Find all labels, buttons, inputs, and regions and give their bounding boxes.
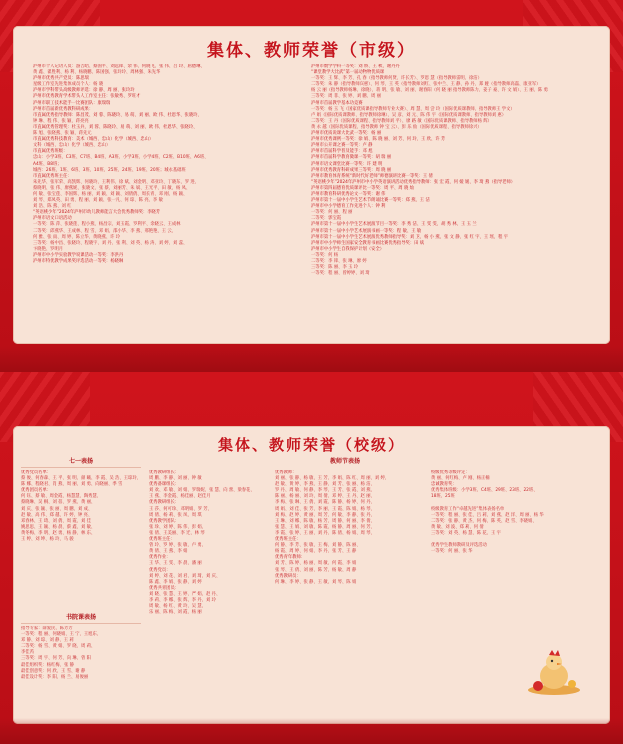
honor-line: 王 莎、何可珍、邓明娟、罗 芳、: [149, 506, 212, 512]
honor-line: 泸州市第四届德育优质课评比一等奖：周 平、周 晓 灿: [311, 185, 414, 191]
honor-line: 何 敏、张宝莲、李国辉、杨 丽、刘 颖、刘 颖、刘倩倩、周长青、邓 刚、杨 颖、: [33, 191, 188, 197]
honor-line: 黄冬梅、李 明、赵 勇、杨 静、林 东、: [21, 530, 96, 536]
school-honors-title: 集体、教师荣誉（校级）: [217, 436, 405, 454]
honor-line: 最佳设计奖：李 阳、杨 兰、易俊丽: [21, 674, 89, 680]
honor-line: 二等奖：杨 雪、黄 娟、罗 晓、周 莉、: [21, 644, 96, 650]
honor-line: 蔡晓琳、吴 桐、刘 蓓、罗 燕、黄 丽、: [21, 500, 96, 506]
honor-line: 优秀学生教师教研及评选活动: [431, 543, 487, 549]
honor-line: 优秀教研员：: [275, 573, 301, 579]
honor-line: 指导专家：薛爱民、陈芳芳: [21, 626, 73, 631]
honor-line: 黄 永 越（国际优质课程、指导教师 钟 宝 云）、彭 乐 仙（国际优质课程、指导教师徐兴）: [311, 124, 482, 130]
honor-line: 泸州市首届科学教育微课一等奖：胡 瑞 丽: [311, 155, 392, 161]
honor-line: 周 敏、杨 红、黄 玲、吴 慧、: [149, 604, 207, 610]
honor-line: 杨 霞、周 婷、何 娟、李 丹、张 芳、王 静: [275, 549, 357, 555]
honor-line: 张 慧、王 娟、刘 敏、陈 霞、杨 静、周 丽、何 芳、: [275, 524, 375, 530]
honor-line: 一等奖：程 丽、曾婷婷、刘 琦: [311, 271, 370, 277]
honor-line: 赵 敏、高 伟、郑 越、许 婷、钟 亮、: [21, 512, 93, 518]
honor-line: 陈 丽、杨 丽、刘 玲、周 倩、邓 婷、王 丹、赵 丽、: [275, 494, 375, 500]
honor-line: 朱先华、张军荣、高凯辉、何晓玲、王利伟、徐 斌、刘金明、邓亚玲、丁晓东、罗 进、: [33, 179, 200, 185]
honor-line: 刘 丽、张 静、杨 敏、王 芳、李 娟、陈 红、周 丽、刘 婷、: [275, 476, 390, 482]
honor-line: 泸州市中小学师生国家安全教育书画比赛优秀指导奖：田 斌: [311, 240, 425, 246]
honor-line: 刘 琴、郑凤英、田 勇、程 丽、刘 颖、张一凡、何 琼、陈 亮、李 敏: [33, 198, 163, 204]
honor-line: 泸州市首届科学普及能手：邓 旭: [311, 149, 373, 155]
honor-line: 泸州市教育科研优秀论文一等奖：谢 伟: [311, 191, 386, 197]
honor-line: 泸州市个人记功人员：游吉昭、蔡国平、刘远锋、余 伟、何晓飞、张 伟、吕 玲、屈德琳、: [33, 64, 205, 69]
honor-line: 一等奖：杨 玉 飞（国家优质课指导教师专业大赛）、周 慧、周 尝 玲（国际优质课教师、指导教师王 学文）: [311, 106, 515, 112]
honor-line: 刘 晓、张 慧、王 婷、严 娟、赵 丹、: [149, 591, 221, 597]
honor-line: 优秀备课组长：: [149, 482, 180, 488]
honor-line: 二等奖：邱燕华、王成林、程 雪、邓 娟、邵小华、李 燕、邢艳艳、王 云、: [33, 228, 176, 234]
honor-line: 刘 浩、陈 燕、刘 红: [33, 204, 72, 210]
honor-line: 二等奖：王 丹（国际优质课程、指导教师刘 平）、廖 路 敏（国际优质课教师、指导教师杨 辉）: [311, 118, 492, 124]
city-honors-title: 集体、教师荣誉（市级）: [207, 41, 416, 61]
bottom-ribbon: [0, 718, 623, 744]
honor-line: 张 珍、刘 婷、陈 伟、彭 娟、: [149, 524, 207, 530]
school-honors-sheet: [13, 426, 610, 724]
honor-line: 杨 云 丽（指导教师杨琳、徐晓）、蒋 明、张 敏、刘 丽、谢春阳（何 晓 丽 指导教师陈力、姜子 豪、许 文 娟）、王 丽、陈 勇: [311, 88, 548, 94]
section-heading-july-first: 七一表扬: [68, 458, 93, 465]
honor-line: 蔡 俊、何春森、王 平、张 明、颜 曦、李 霞、吴 浩、王琼玲、: [21, 476, 141, 482]
honor-line: 二等奖：郭宝霞: [311, 216, 342, 222]
honor-line: 优秀教师：: [275, 470, 297, 475]
city-honors-right-column: [311, 64, 603, 339]
honor-line: 优秀党员：: [149, 567, 171, 573]
honor-line: 优秀教学团队：: [149, 518, 180, 524]
honor-line: 二等奖：李 锋、张 琳、廖 婷: [311, 259, 367, 264]
honor-line: 何 钰、蔡 敏、周金霞、杨慧慧、陶秀慧、: [21, 494, 102, 500]
school-level-honors-panel: [0, 372, 623, 744]
honor-line: 何 琳、李 婷、张 静、王 敏、刘 琴、陈 娟: [275, 579, 357, 585]
honor-line: 泸州市语文口语活动: [33, 216, 72, 222]
honor-line: 泸州市语文课堂比赛一等奖：许 建 明: [311, 161, 383, 167]
honor-line: 黄 倩、王 燕、李 娟: [149, 549, 188, 555]
honor-line: 一等奖：程 丽、何晓娟、王 宁、王旭东、: [21, 632, 102, 638]
honor-line: 泸州市第十一届中小学生艺术节朗诵比赛一等奖：郑 燕、王 洁: [311, 198, 430, 204]
bottom-ribbon: [0, 346, 623, 372]
honor-line: 刘 庆、张 颖、张 丽、周 鹏、刘 成、: [21, 506, 93, 512]
honor-line: 曾 玲、罗 婷、张 敏、卢 勇、: [149, 543, 207, 549]
honor-line: 张 倩、王美丽、李 迁、林 琴: [149, 530, 205, 536]
honor-line: “英语桃少年”2024年泸州市幼儿教师能言大会优秀教师奖：李晓芳: [33, 210, 161, 216]
honor-line: 张 琴、王 倩、刘 丽、陈 芳、杨 敏、周 静: [275, 567, 357, 573]
honor-line: 泸州市学科带头高级教师评选：徐 静、周 丽、张玲玲: [33, 88, 135, 94]
honor-line: 18班、25班: [431, 494, 455, 500]
honor-line: 泸州市教育体育系统“新时代好老师”师德演讲比赛一等奖：王 倩: [311, 173, 433, 179]
honor-line: 陈 鑫、李 娟、张 静、刘 婷: [149, 579, 202, 585]
honor-line: 李 莉、李 娜、张 辉、李 丹、刘 玲: [149, 597, 216, 603]
honor-line: 三等奖：刘 英、杨 慧、陈 花、王 宇: [431, 530, 501, 536]
honor-line: 泸州市第十一届中小学艺术展演书画一等奖：程 敏、王 敏: [311, 228, 422, 234]
section-heading-teachers-day: 教师节表扬: [329, 458, 360, 465]
honor-line: 何 雅、张 雨、周 婷、陈立华、黄晓燕、许 玲: [33, 234, 121, 240]
academy-honors-list: [21, 626, 143, 718]
section-heading-academy: 书院课表扬: [65, 614, 96, 621]
honor-line: 邓 静、刘 琼、刘 静、王 莉: [21, 638, 74, 644]
honor-line: 罗 丹、周 敏、何 静、李 琴、王 芳、张 霞、刘 燕、: [275, 488, 375, 494]
honor-line: 泸州市职工技术能手一比赛团队：康瑞瑞: [33, 100, 111, 106]
honor-line: 陈 娜、程晓君、肖 燕、周 丽、刘 勇、向晓丽、季 雪: [21, 482, 123, 488]
honor-line: 优秀共青团员：: [149, 585, 180, 591]
honor-line: 最佳组织奖：杨红梅、张 静: [21, 662, 74, 668]
honor-line: 市直属优秀科技教育：美术（城西、忠山）化学（城西、忠山）: [33, 137, 154, 143]
honor-line: 泸州市中小学实验教学说课活动一等奖：李洪丹: [33, 252, 124, 258]
honor-line: 优秀班主任：: [275, 537, 301, 543]
honor-line: 泸州市数学学科一等奖：刘 娇、王 秋、谢丹丹: [311, 64, 400, 69]
honor-line: 优秀教研组长：: [149, 470, 180, 475]
honor-line: 周 娟、刘 佳、张 芳、李 丽、王 霞、陈 娟、杨 琴、: [275, 506, 375, 512]
honor-line: 王 琳、刘 娜、陈 敏、杨 芳、周 静、何 丽、李 倩、: [275, 518, 375, 524]
honor-line: 陈 旭、张晓燕、张 颖、蒋先元: [33, 131, 92, 137]
honor-line: 泸州市第十一届中小学生艺术展演优秀教师指导奖：刘 卫、杨 小 燕、张 文 静、张 红 宇、王 瑶、程 宇: [311, 234, 509, 240]
honor-line: 泸州市首届教学基本功竞赛: [311, 100, 363, 106]
honor-line: 蔡晓明、张 伟、廖燕妮、张晓文、张 蔡、刘丽芳、朱 斌、王光平、田 敏、杨 凤、: [33, 185, 191, 191]
honor-line: 优秀党员名单：: [21, 470, 52, 475]
honor-line: 刘 芳、陈 婷、杨 丽、周 敏、何 霞、李 娟: [275, 561, 357, 567]
divider: [21, 467, 141, 468]
honor-line: 文科（城西、忠山）化学（城西、忠山）: [33, 143, 111, 149]
honor-line: A4班、B8班；: [33, 161, 62, 167]
school-honors-column-4: [431, 470, 601, 630]
honor-line: 泸州市首届新优秀教科研成果：: [33, 106, 94, 112]
honor-line: 一等奖：王 辉、李 芳、孔 春（指导教师何贤、许长芳）、罗恩 慧（指导教师雷明、徐洁）: [311, 76, 482, 82]
honor-line: 优秀集体班级：小学3班、C4班、29班、23班、22班、: [431, 488, 538, 494]
honor-line: 校级教育工作“卓越先进”集体表扬名单: [431, 506, 505, 512]
honor-line: 一等奖：何 丽、张 华: [431, 549, 473, 555]
honor-line: 市直属优秀班级：: [33, 149, 68, 155]
divider: [21, 623, 141, 624]
honor-line: 星级工作室先进集体成员个人：杨 晓: [33, 82, 104, 88]
honor-line: 优秀班主任：: [149, 537, 175, 543]
honor-line: 泸州市优质说课大比武一等奖：杨 丽: [311, 131, 382, 137]
honor-line: 一等奖：程 丽、张 佳、吕 莉、刘 燕、赵 洋、周 丽、杨 华: [431, 512, 544, 518]
honor-line: 三等奖：周 宇、何 芳、向 琳、曾 阳: [21, 656, 91, 662]
honor-line: 二等奖：张 静、黄 杰、何 梅、陈 英、赵 雪、李晓娟、: [431, 518, 537, 524]
honor-line: 三等奖：陈 丽、李 玉 玲: [311, 265, 359, 271]
honor-line: 卞晓艳、罗明月: [33, 246, 64, 252]
honor-line: 三等奖：杨中昌、张晓玲、程晓宇、刘 丹、张 利、刘 英、杨 涛、刘 婷、刘 蕊、: [33, 240, 188, 246]
city-honors-sheet: [13, 26, 610, 344]
teachers-day-honors-list: [275, 470, 423, 718]
honor-line: 泸州市特优教学成果奖评选活动一等奖：杨晓琳: [33, 259, 124, 264]
honor-line: 王 燕、李金霞、杨佳丽、赵佳月: [149, 494, 211, 500]
honor-line: 乐 丽、陈 梅、刘 霞、杨 丽: [149, 610, 202, 616]
honor-line: 泸州市优秀教育科研成果三等奖：周 晓 丽: [311, 167, 392, 173]
honor-line: 何 静、李 芳、张 敏、王 梅、刘 静、陈 丽、: [275, 543, 361, 549]
honor-line: 周 倩、杨 莉、张 凤、周 琪: [149, 512, 202, 518]
honor-line: 市直属优秀管理奖：杜玉兵、刘 蓉、陈晓玲、易 萌、刘 丽、欧 伟、杜恩华、张晓玲、: [33, 124, 198, 130]
honor-line: 泸州市优秀课例一等奖：徐 娟、陈 晓 丽、刘 芳、何 玲、王 欣、许 芳: [311, 137, 446, 143]
honor-line: 黄 丽、何红梅、卢 刚、杨正楠: [431, 476, 490, 482]
honor-line: 忠山：小学3班、C3班、C7班、B4班、A3班、小学3班、小学4班、C2班、B10班、A6班、: [33, 155, 209, 161]
honor-line: 王 婷、刘 坤、杨 玲、马 骏: [21, 537, 74, 543]
honor-line: 忠诚教育奖：: [431, 482, 457, 488]
honor-line: 校级优秀等级评定：: [431, 470, 470, 475]
honor-line: 黄 敏、刘 波、郑 莉、何 倩: [431, 524, 484, 530]
honor-line: 优秀教研组长：: [149, 500, 180, 506]
honor-line: “英语桃少年”2024年泸州市中小学英语演讲活动优秀指导教师：张 宏 霞、何 媛 媛、李 琦 燕（指导老师）: [311, 179, 516, 185]
honor-line: 李 梅、张 琳、王 倩、刘 霞、陈 静、杨 婷、何 丹、: [275, 500, 375, 506]
honor-line: 刘 欢、邓 敏、刘 娟、罗瑞妮、张 慧、向 蕾、梁春花、: [149, 488, 255, 494]
honor-line: 赵 敏、黄 婷、李 燕、王 静、刘 芳、张 丽、杨 洁、: [275, 482, 375, 488]
honor-line: 李 霞、张 婷、王 丽、刘 丹、陈 倩、杨 娟、周 琴、: [275, 530, 375, 536]
honor-line: 优秀青年教师：: [275, 555, 306, 561]
honor-line: 泸州市第十一届中小学生艺术展演节目一等奖：李 秀 洁、王 雯 雯、胡 秀 林、王 玉 兰: [311, 222, 477, 228]
honor-line: 市直属优秀班主任：: [33, 173, 72, 179]
honor-line: 黄 鑫、翟胜利、杨 利、杨晓鹏、陈国强、张玲玲、周林强、朱先华: [33, 70, 161, 76]
honor-line: 城西：26班、1班、6班、3班、10班、25班、24班、19班、20班；城永基础班: [33, 167, 186, 173]
honor-line: 泸州市中小学生自我保护计划（安全）: [311, 246, 385, 252]
honor-line: 三等奖：周 菲、张 婷、刘 鹏、周 丽: [311, 94, 381, 100]
honor-line: 一等奖：何 杨: [311, 252, 339, 258]
honor-line: 市直属优秀指导教师：陈昌茂、刘 蓉、陈晓玲、易 萌、刘 丽、欧 伟、杜恩华、张晓玲、: [33, 112, 202, 118]
honor-line: 泸州市优秀共产党员：陈思瑞: [33, 76, 89, 82]
honor-line: 李佳芮: [21, 650, 34, 656]
honor-line: 优秀团员名单：: [21, 488, 52, 494]
honor-line: 王 华、王 雯、李 晨、潘 丽: [149, 561, 202, 567]
honor-line: 泸州市优秀教育学术带头人工作室主任：张敏秀、罗旺才: [33, 94, 141, 100]
honor-line: “课堂教学大比武”第一届动物物优质课: [311, 70, 385, 76]
honor-line: 姚思思、王 颖、杨 晨、蔡 鑫、刘 敏、: [21, 524, 96, 530]
honor-line: 钟 琳、程 伟、张 颖、蒋亮亮: [33, 118, 89, 124]
honor-line: 一等奖：何 丽、程 丽: [311, 210, 353, 216]
honor-line: 周 鹏、李 静、刘 丽、钟 敏: [149, 476, 202, 482]
city-honors-left-column: [33, 64, 298, 339]
honor-line: 泸州市中小学德育工作先进个人：钟 利: [311, 204, 386, 210]
honor-line: 泸州市公开课之赛一等奖：卢 静: [311, 143, 373, 149]
honor-line: 卢 娟（国际优质课教师、指导教师徐琳）、吴 彦、刘 元、陈 伟 宇（国际优质课教师、指导教师刘 惠）: [311, 112, 507, 118]
honor-line: 刘 婷、刘 花、刘 君、刘 琦、刘 庆、: [149, 573, 221, 579]
honor-line: 一等奖：陈 萍、张晓莲、程小燕、杨昌宗、刘玉霞、罗利平、余晓云、王成林: [33, 222, 181, 228]
honor-line: 刘 梅、赵 婷、黄 丽、周 芳、何 敏、李 静、张 丹、: [275, 512, 375, 518]
honor-line: 二等奖：朱 静（指导教师宾惠）、何 琴、王 英（指导教师刘红、张中兰、王 静、孙 丹、郑 娅（指导教师高磊、康亚军）: [311, 82, 541, 88]
july-first-honors-list: [21, 470, 143, 602]
honor-line: 邓春林、王 琦、刘 倩、周 霞、刘 佳: [21, 518, 91, 524]
rooster-mascot-icon: [524, 646, 584, 696]
school-honors-column-2: [149, 470, 267, 718]
honor-line: 最佳创意奖：何 欣、王 雪、谢 静: [21, 668, 86, 674]
honor-line: 优秀作业：: [149, 555, 171, 561]
